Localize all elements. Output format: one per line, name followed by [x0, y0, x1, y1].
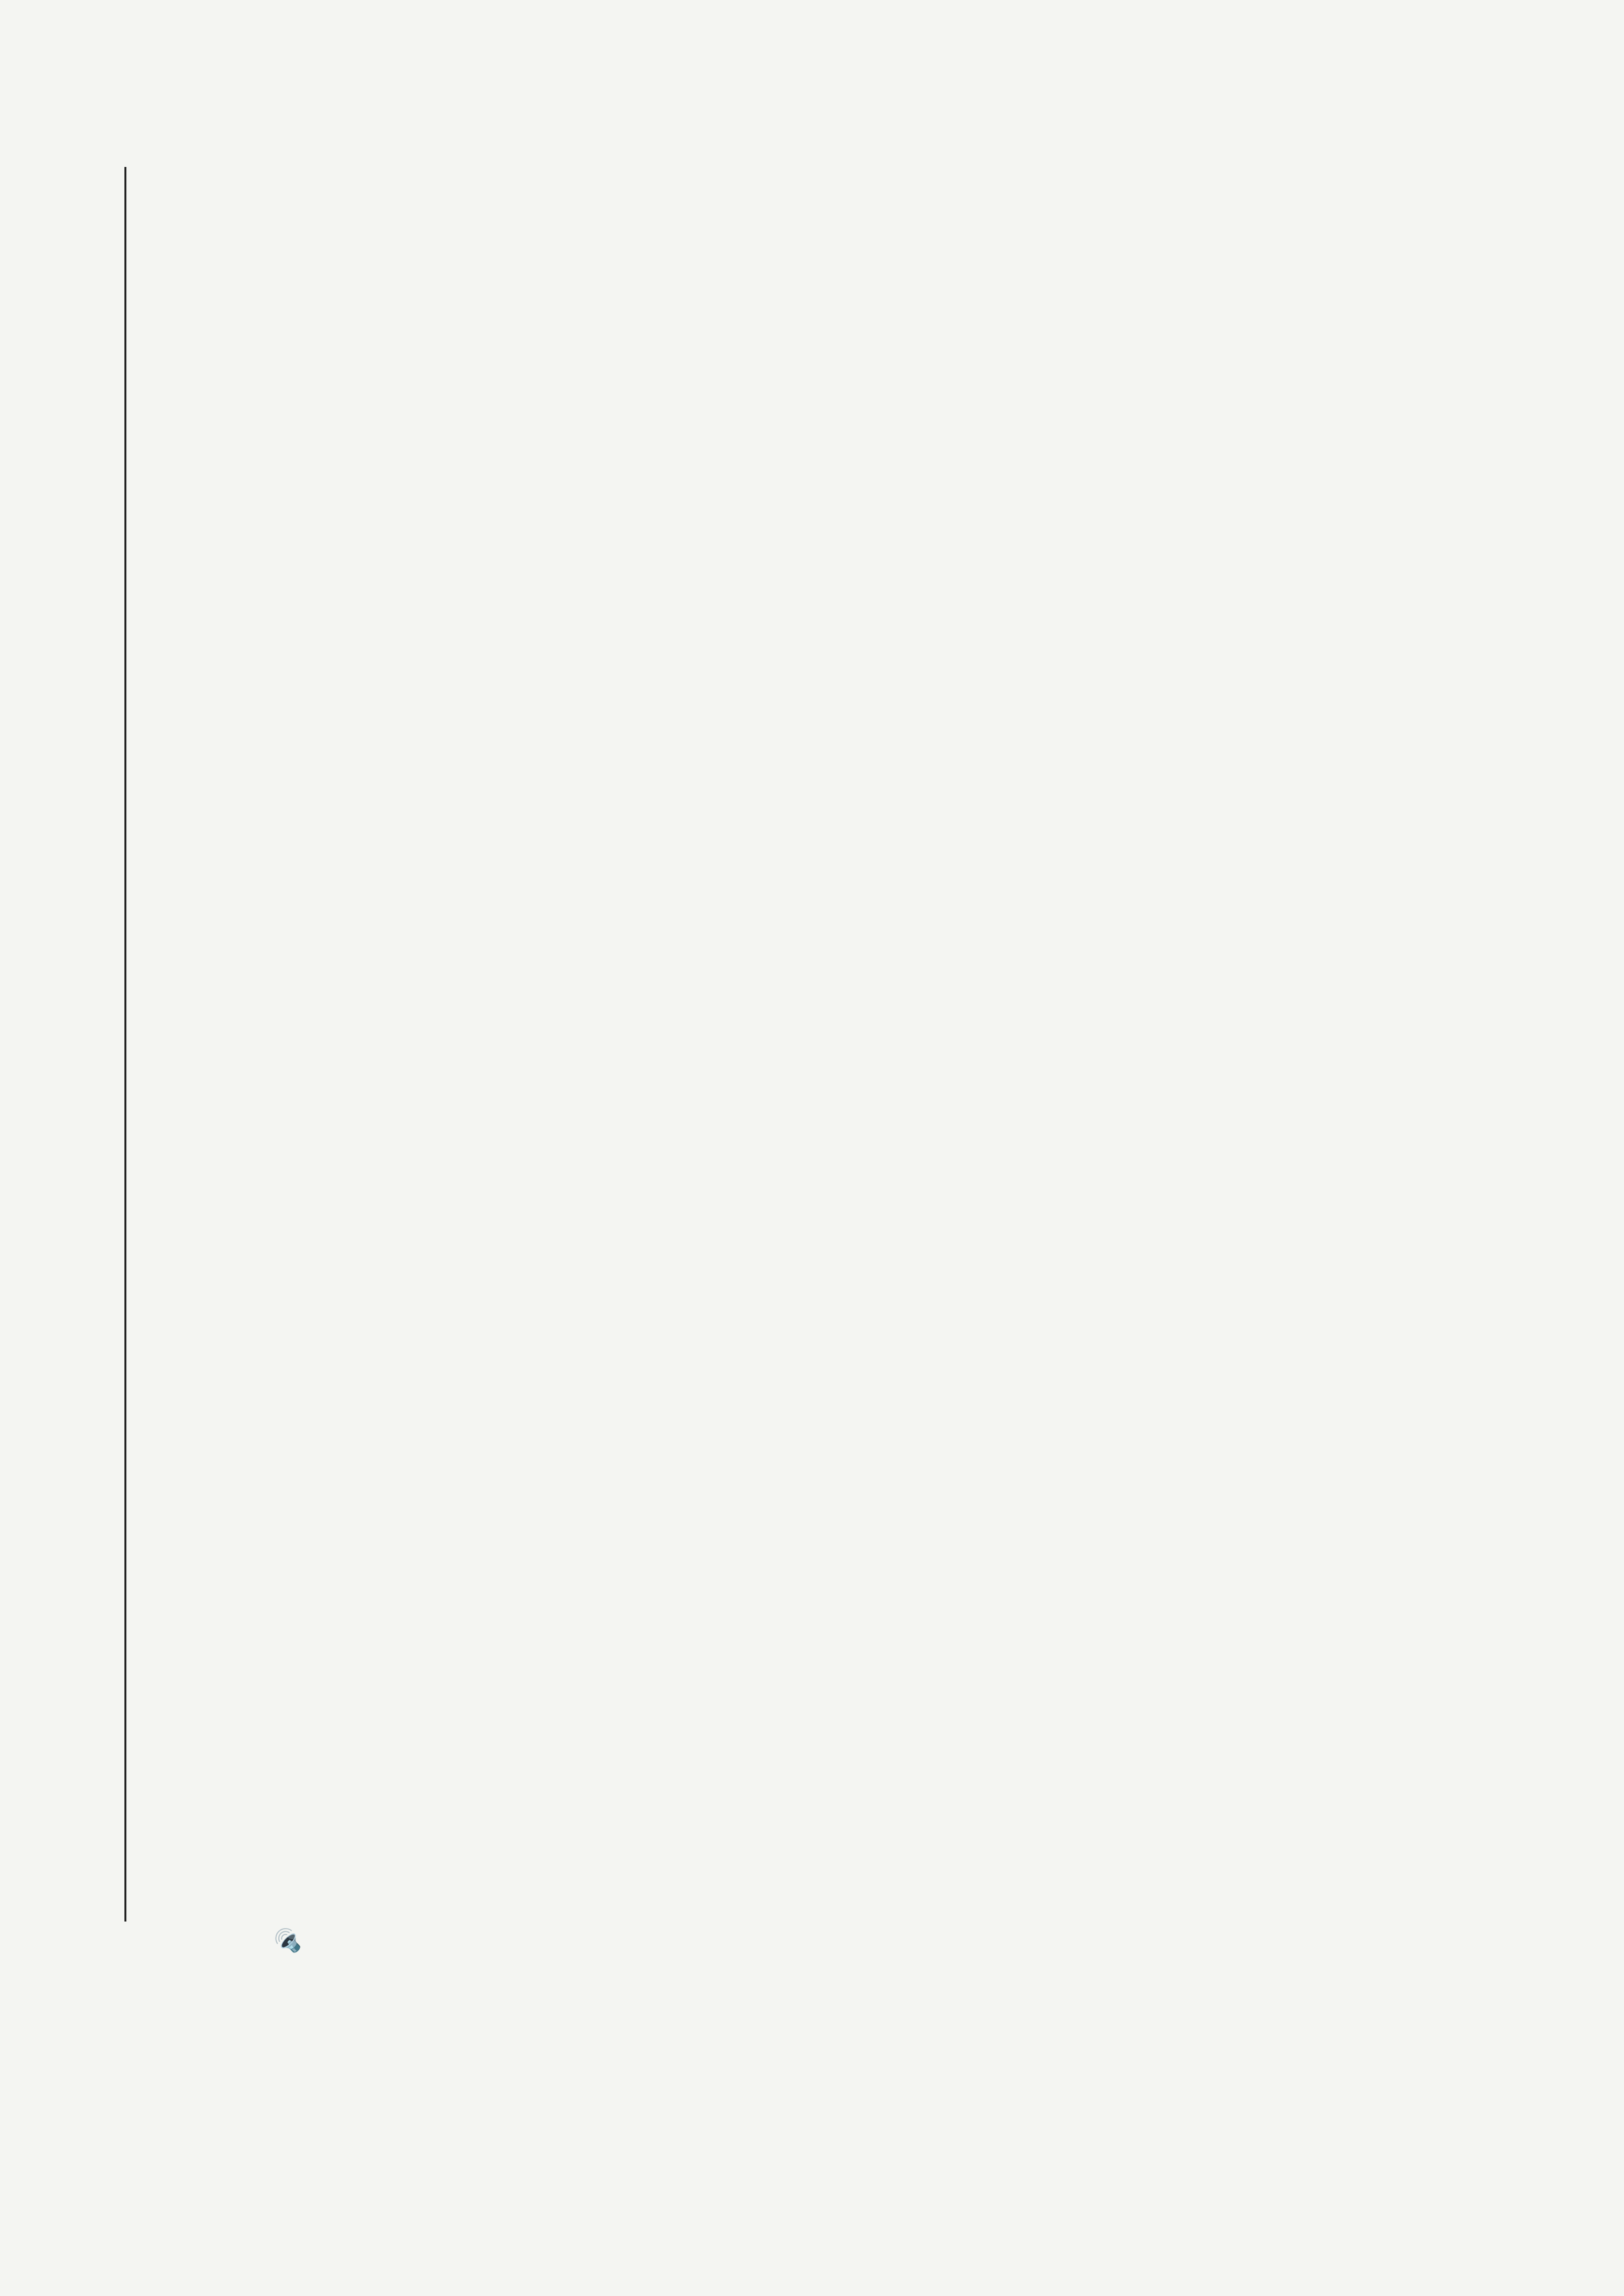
speaker-icon[interactable]: 🔊 [275, 1926, 301, 1954]
